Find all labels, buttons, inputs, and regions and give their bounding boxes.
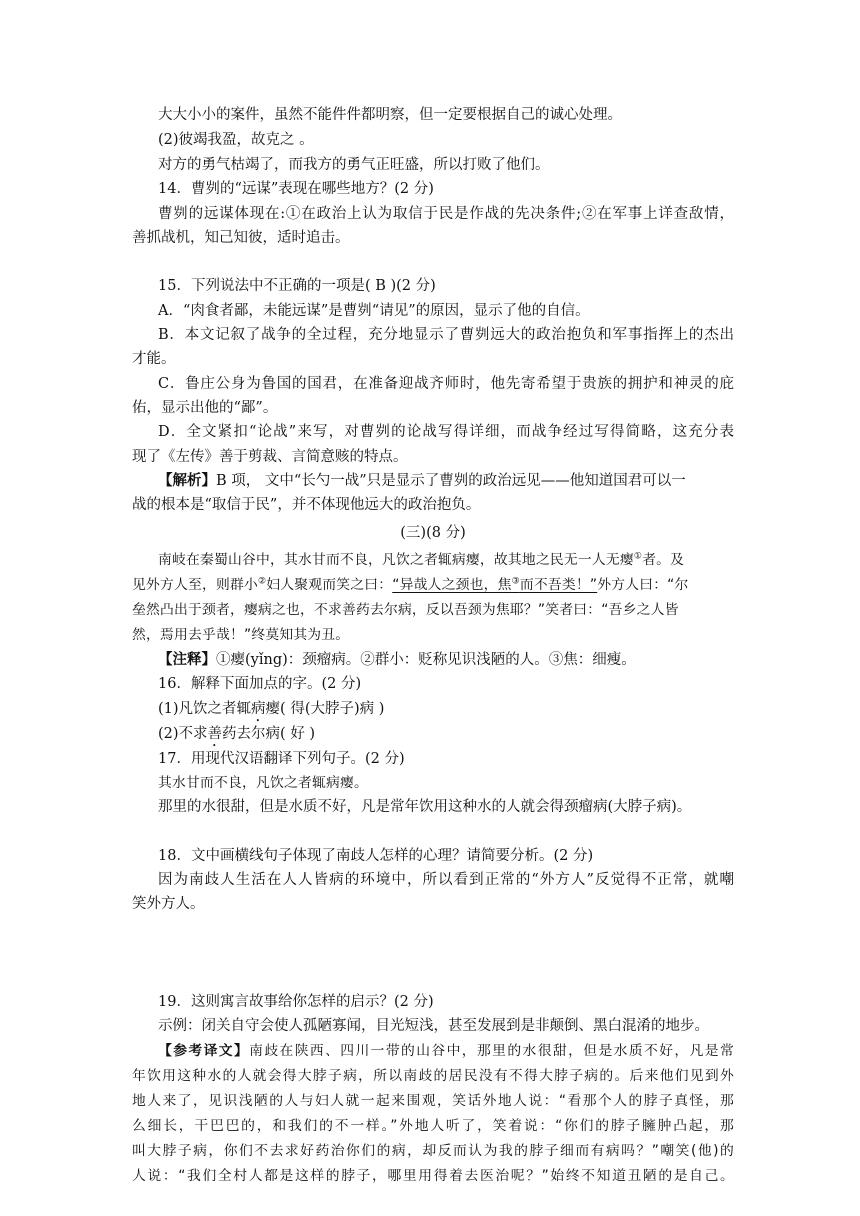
answer-14-line: 曹刿的远谋体现在:①在政治上认为取信于民是作战的先决条件;②在军事上详查敌情，	[158, 206, 734, 222]
passage-text: 见外方人至，则群小	[132, 577, 258, 593]
question-subitem: (2)彼竭我盈，故克之 。	[158, 132, 314, 148]
option-b-line: B．本文记叙了战争的全过程，充分地显示了曹刿远大的政治抱负和军事指挥上的杰出	[158, 327, 734, 343]
reference-translation-line: 人说：“我们全村人都是这样的脖子，哪里用得着去医治呢？”始终不知道丑陋的是自己。	[132, 1168, 734, 1184]
answer-17: 那里的水很甜，但是水质不好，凡是常年饮用这种水的人就会得颈瘤病(大脖子病)。	[158, 799, 692, 815]
note-marker: ②	[257, 576, 267, 587]
passage-text: 外方人曰：“尔	[597, 577, 689, 593]
note-marker: ③	[511, 576, 520, 587]
reference-text: 南歧在陕西、四川一带的山谷中，那里的水很甜，但是水质不好，凡是常	[249, 1043, 734, 1059]
option-c-line: C．鲁庄公身为鲁国的国君，在准备迎战齐师时，他先寄希望于贵族的拥护和神灵的庇	[158, 376, 734, 392]
question-16-item	[158, 723, 734, 750]
passage-text: 者。及	[642, 552, 685, 568]
notes-line	[158, 649, 734, 671]
item-text: 药去尔病( 好 )	[222, 726, 316, 742]
question-16: 16．解释下面加点的字。(2 分)	[158, 676, 362, 692]
passage-text: 南岐在秦蜀山谷中，其水甘而不良，凡饮之者辄病瘿，故其地之民无一人无瘿	[158, 552, 634, 568]
dotted-character: 病	[251, 701, 266, 717]
section-heading: (三)(8 分)	[400, 525, 466, 541]
option-c-line: 佑，显示出他的“鄙”。	[132, 400, 278, 416]
option-b-line: 才能。	[132, 351, 176, 367]
reference-translation-line: 地人来了，见识浅陋的人与妇人就一起来围观，笑话外地人说：“看那个人的脖子真怪，那	[132, 1093, 734, 1109]
underlined-text: “异哉人之颈也，焦	[392, 577, 512, 593]
passage-text: 妇人聚观而笑之曰：	[266, 577, 393, 593]
option-d-line: 现了《左传》善于剪裁、言简意赅的特点。	[132, 449, 408, 465]
answer-14-line: 善抓战机，知己知彼，适时追击。	[132, 230, 350, 246]
passage-line	[158, 549, 734, 571]
passage-line: 然，焉用去乎哉！”终莫知其为丑。	[132, 627, 350, 643]
analysis-line: 战的根本是“取信于民”，并不体现他远大的政治抱负。	[132, 497, 481, 513]
question-17-sentence: 其水甘而不良，凡饮之者辄病瘿。	[158, 775, 368, 791]
passage-line: 垒然凸出于颈者，瘿病之也，不求善药去尔病，反以吾颈为焦耶？”笑者曰：“吾乡之人皆	[132, 602, 679, 618]
item-text: 瘿( 得(大脖子)病 )	[265, 701, 385, 717]
question-15: 15．下列说法中不正确的一项是( B )(2 分)	[158, 278, 436, 294]
note-marker: ①	[633, 551, 643, 562]
notes-text: ①瘿(yǐng)：颈瘤病。②群小：贬称见识浅陋的人。③焦：细瘦。	[216, 652, 636, 668]
analysis-line	[158, 470, 734, 492]
translation-line: 对方的勇气枯竭了，而我方的勇气正旺盛，所以打败了他们。	[158, 157, 550, 173]
underlined-sentence	[392, 577, 597, 593]
analysis-text: B 项， 文中“长勺一战”只是显示了曹刿的政治远见——他知道国君可以一	[216, 473, 686, 489]
question-14: 14．曹刿的“远谋”表现在哪些地方？(2 分)	[158, 181, 434, 197]
answer-19: 示例：闭关自守会使人孤陋寡闻，目光短浅，甚至发展到是非颠倒、黑白混淆的地步。	[158, 1018, 709, 1034]
item-text: (2)不求	[158, 726, 208, 742]
translation-line: 大大小小的案件，虽然不能件件都明察，但一定要根据自己的诚心处理。	[158, 107, 622, 123]
passage-line	[132, 574, 734, 596]
reference-translation-line: 叫大脖子病，你们不去求好药治你们的病，却反而认为我的脖子细而有病吗？”嘲笑(他)的	[132, 1143, 734, 1159]
reference-translation-line: 年饮用这种水的人就会得大脖子病，所以南歧的居民没有不得大脖子病的。后来他们见到外	[132, 1068, 734, 1084]
reference-translation-line: 么细长，干巴巴的，和我们的不一样。”外地人听了，笑着说：“你们的脖子臃肿凸起，那	[132, 1118, 734, 1134]
answer-18-line: 因为南歧人生活在人人皆病的环境中，所以看到正常的“外方人”反觉得不正常，就嘲	[158, 872, 734, 888]
dotted-character: 善	[207, 726, 223, 742]
analysis-tag: 【解析】	[158, 472, 216, 489]
answer-18-line: 笑外方人。	[132, 896, 205, 912]
option-a: A．“肉食者鄙，未能远谋”是曹刿“请见”的原因，显示了他的自信。	[158, 303, 590, 319]
question-16-item	[158, 698, 734, 725]
item-text: (1)凡饮之者辄	[158, 701, 252, 717]
question-19: 19．这则寓言故事给你怎样的启示？(2 分)	[158, 994, 434, 1010]
question-18: 18．文中画横线句子体现了南歧人怎样的心理？请简要分析。(2 分)	[158, 848, 594, 864]
notes-tag: 【注释】	[158, 651, 216, 668]
reference-tag: 【参考译文】	[158, 1043, 250, 1059]
underlined-text: 而不吾类！”	[519, 577, 598, 593]
question-17: 17．用现代汉语翻译下列句子。(2 分)	[158, 751, 405, 767]
reference-translation-line	[158, 1040, 734, 1062]
option-d-line: D．全文紧扣“论战”来写，对曹刿的论战写得详细，而战争经过写得简略，这充分表	[158, 424, 734, 440]
